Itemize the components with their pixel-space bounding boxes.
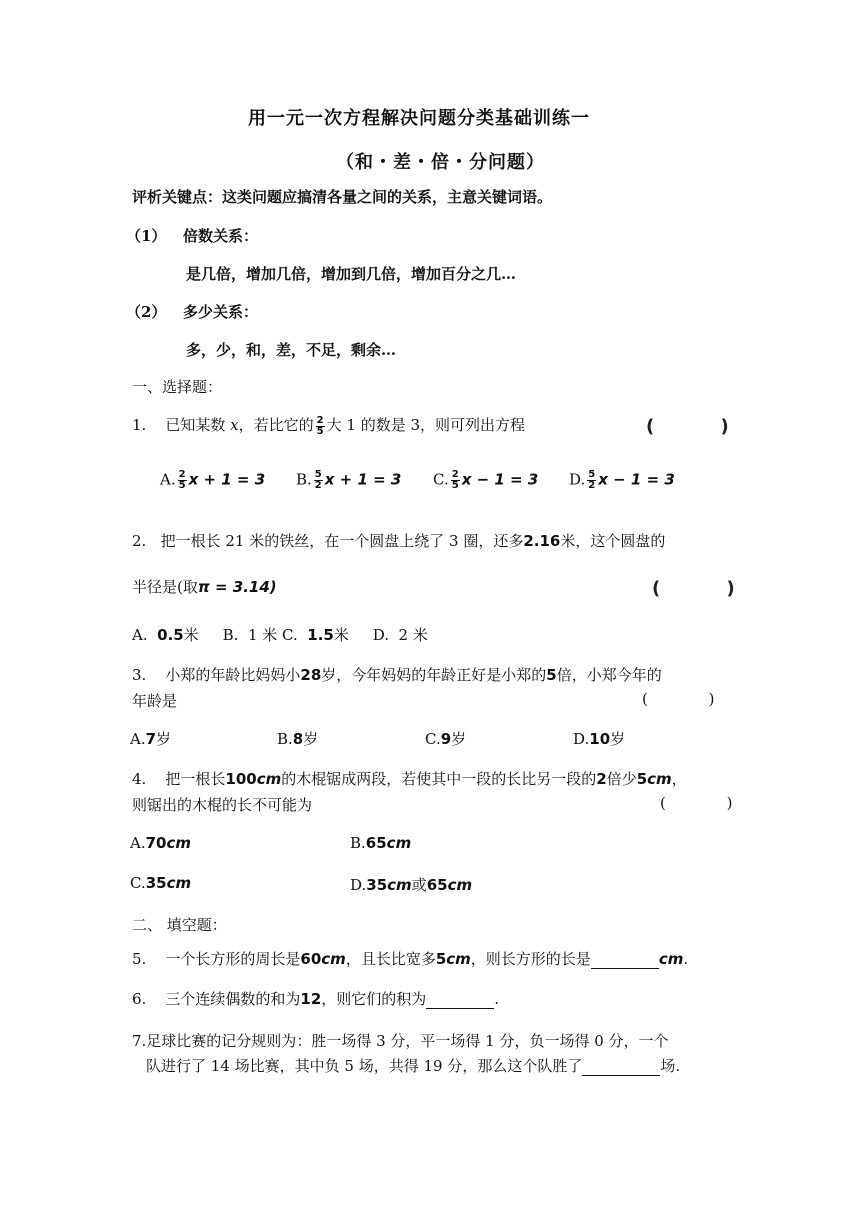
question-text: 已知某数	[165, 416, 231, 434]
unit-cm: cm	[166, 874, 192, 892]
relation-1-detail: 是几倍，增加几倍，增加到几倍，增加百分之几…	[186, 265, 517, 283]
option-unit: 米	[183, 626, 199, 644]
fraction	[587, 470, 596, 491]
q4-option-a[interactable]	[130, 834, 191, 852]
question-text: 一个长方形的周长是	[165, 950, 301, 968]
answer-parentheses[interactable]: ( )	[642, 690, 743, 708]
q4-option-b[interactable]	[350, 834, 411, 852]
answer-blank[interactable]	[591, 954, 659, 969]
answer-parentheses[interactable]: ( )	[660, 794, 761, 812]
unit-cm: cm	[166, 834, 192, 852]
math-value: 1.5	[307, 626, 334, 644]
question-text: 三个连续偶数的和为	[165, 990, 301, 1008]
question-text: 倍，小郑今年的	[556, 666, 662, 684]
math-value: 2	[596, 770, 607, 788]
question-number: 2.	[132, 532, 147, 550]
math-value: 65	[426, 876, 448, 894]
equation: x + 1 = 3	[188, 470, 266, 489]
unit-cm: cm	[658, 950, 684, 968]
option-unit: 岁	[303, 730, 319, 748]
option-unit: 岁	[156, 730, 172, 748]
q1-option-b[interactable]	[296, 470, 401, 491]
answer-parentheses[interactable]: ( )	[646, 416, 759, 437]
equation: x − 1 = 3	[461, 470, 539, 489]
relation-2-num: （2）	[126, 303, 167, 321]
question-text: ，若比它的	[238, 416, 314, 434]
question-text: ，则它们的积为	[321, 990, 427, 1008]
question-text: (取	[177, 578, 198, 596]
option-unit: 岁	[610, 730, 626, 748]
question-4-line2: 则锯出的木棍的长不可能为	[132, 796, 313, 814]
question-5	[132, 948, 688, 969]
question-text: 半径是	[132, 578, 178, 596]
q2-option-d[interactable]	[373, 626, 428, 644]
math-value: 65	[365, 834, 387, 852]
fraction-denominator: 5	[316, 425, 324, 437]
option-label: A.	[130, 730, 146, 748]
math-value: 28	[300, 666, 322, 684]
math-value: 7	[145, 730, 157, 748]
math-value: 60	[300, 950, 322, 968]
question-7-line1: 7.足球比赛的记分规则为：胜一场得 3 分，平一场得 1 分，负一场得 0 分，一个	[132, 1032, 669, 1050]
q3-option-a[interactable]	[130, 728, 171, 749]
question-2-line2	[132, 576, 277, 597]
punctuation: .	[683, 950, 689, 968]
question-text: 米，这个圆盘的	[560, 532, 666, 550]
question-number: 3.	[132, 666, 147, 684]
option-label: B.	[222, 626, 239, 644]
option-label: A.	[130, 834, 146, 852]
fraction-denominator: 2	[588, 480, 596, 491]
question-3	[132, 664, 662, 685]
option-unit: 米	[333, 626, 349, 644]
math-value: 9	[440, 730, 452, 748]
question-number: 5.	[132, 950, 147, 968]
unit-cm: cm	[446, 950, 471, 968]
math-value: 10	[589, 730, 611, 748]
question-text: 把一根长	[165, 770, 226, 788]
option-label: C.	[433, 470, 449, 489]
fraction-denominator: 2	[314, 480, 322, 491]
option-label: A.	[160, 470, 176, 489]
equation: x + 1 = 3	[324, 470, 402, 489]
fraction-numerator: 2	[316, 414, 324, 426]
option-label: D.	[569, 470, 586, 489]
unit-cm: cm	[447, 876, 473, 894]
q1-option-a[interactable]	[160, 470, 265, 491]
key-analysis: 评析关键点：这类问题应搞清各量之间的关系，主意关键词语。	[132, 188, 553, 206]
unit-cm: cm	[386, 834, 412, 852]
math-value: 70	[145, 834, 167, 852]
option-label: C.	[130, 874, 146, 892]
question-1	[132, 414, 525, 437]
relation-1-num: （1）	[126, 227, 167, 245]
math-value: 5	[435, 950, 447, 968]
option-label: B.	[277, 730, 293, 748]
option-label: B.	[350, 834, 366, 852]
question-number: 1.	[132, 416, 147, 434]
math-value: 12	[300, 990, 322, 1008]
question-text: ，则长方形的长是	[470, 950, 591, 968]
variable-x: x	[230, 416, 239, 434]
section-choice-heading: 一、选择题：	[132, 378, 223, 396]
option-label: C.	[425, 730, 441, 748]
q4-option-c[interactable]	[130, 874, 191, 892]
q3-option-d[interactable]	[573, 728, 625, 749]
relation-2-label: 多少关系：	[183, 303, 259, 321]
q3-option-b[interactable]	[277, 728, 318, 749]
equation: x − 1 = 3	[598, 470, 675, 489]
fraction-numerator: 2	[178, 469, 186, 480]
q4-option-d[interactable]	[350, 874, 472, 895]
math-value: 0.5	[157, 626, 184, 644]
fraction-denominator: 5	[451, 480, 459, 491]
math-value: 5	[546, 666, 557, 684]
math-value: 5	[636, 770, 648, 788]
option-label: D.	[372, 626, 389, 644]
question-text: 场.	[660, 1057, 681, 1075]
option-label: C.	[282, 626, 298, 644]
option-label: A.	[132, 626, 148, 644]
question-text: 把一根长 21 米的铁丝，在一个圆盘上绕了 3 圈，还多	[160, 532, 524, 550]
question-3-line2: 年龄是	[132, 692, 178, 710]
unit-cm: cm	[256, 770, 282, 788]
q1-option-d[interactable]	[569, 470, 675, 491]
question-number: 4.	[132, 770, 147, 788]
question-text: 的木棍锯成两段，若使其中一段的长比另一段的	[281, 770, 597, 788]
fraction-numerator: 5	[588, 469, 596, 480]
math-value: 2.16	[523, 532, 561, 550]
option-value: 2 米	[398, 626, 428, 644]
math-value: 8	[292, 730, 304, 748]
unit-cm: cm	[387, 876, 412, 894]
question-4	[132, 768, 687, 789]
fraction	[316, 416, 325, 437]
question-6	[132, 988, 499, 1009]
section-fill-heading: 二、 填空题：	[132, 916, 227, 934]
fraction-numerator: 5	[314, 469, 322, 480]
option-label: D.	[573, 730, 590, 748]
answer-parentheses[interactable]: ( )	[652, 578, 765, 599]
relation-2-detail: 多，少，和，差，不足，剩余…	[186, 341, 397, 359]
question-2	[132, 530, 665, 551]
question-text: ，且长比宽多	[345, 950, 436, 968]
q3-option-c[interactable]	[425, 728, 466, 749]
or-text: 或	[411, 876, 427, 894]
unit-cm: cm	[647, 770, 672, 788]
fraction	[314, 470, 323, 491]
q1-option-c[interactable]	[433, 470, 538, 491]
question-text: 岁，今年妈妈的年龄正好是小郑的	[321, 666, 547, 684]
unit-cm: cm	[321, 950, 346, 968]
pi-expression: π = 3.14)	[197, 578, 277, 596]
option-value: 1 米	[247, 626, 278, 644]
q2-option-a[interactable]	[132, 626, 199, 644]
punctuation: .	[494, 990, 500, 1008]
question-7-line2	[146, 1055, 680, 1076]
fraction-denominator: 5	[178, 480, 186, 491]
fraction	[451, 470, 460, 491]
answer-blank[interactable]	[426, 994, 494, 1009]
fraction	[178, 470, 187, 491]
question-number: 6.	[132, 990, 147, 1008]
question-text: 大 1 的数是 3，则可列出方程	[326, 416, 526, 434]
page-title: 用一元一次方程解决问题分类基础训练一	[248, 108, 590, 129]
option-label: B.	[296, 470, 312, 489]
option-unit: 岁	[451, 730, 467, 748]
math-value: 100	[225, 770, 257, 788]
option-label: D.	[350, 876, 367, 894]
q2-option-b[interactable]	[223, 626, 278, 644]
q2-options	[132, 624, 428, 645]
question-text: 倍少	[606, 770, 637, 788]
math-value: 35	[366, 876, 388, 894]
fraction-numerator: 2	[451, 469, 459, 480]
punctuation: ，	[671, 770, 687, 788]
math-value: 35	[145, 874, 167, 892]
question-text: 小郑的年龄比妈妈小	[165, 666, 301, 684]
q2-option-c[interactable]	[282, 626, 349, 644]
relation-1-label: 倍数关系：	[183, 227, 259, 245]
question-text: 队进行了 14 场比赛，其中负 5 场，共得 19 分，那么这个队胜了	[146, 1057, 583, 1075]
page-subtitle: （和・差・倍・分问题）	[336, 152, 545, 173]
answer-blank[interactable]	[582, 1061, 660, 1076]
